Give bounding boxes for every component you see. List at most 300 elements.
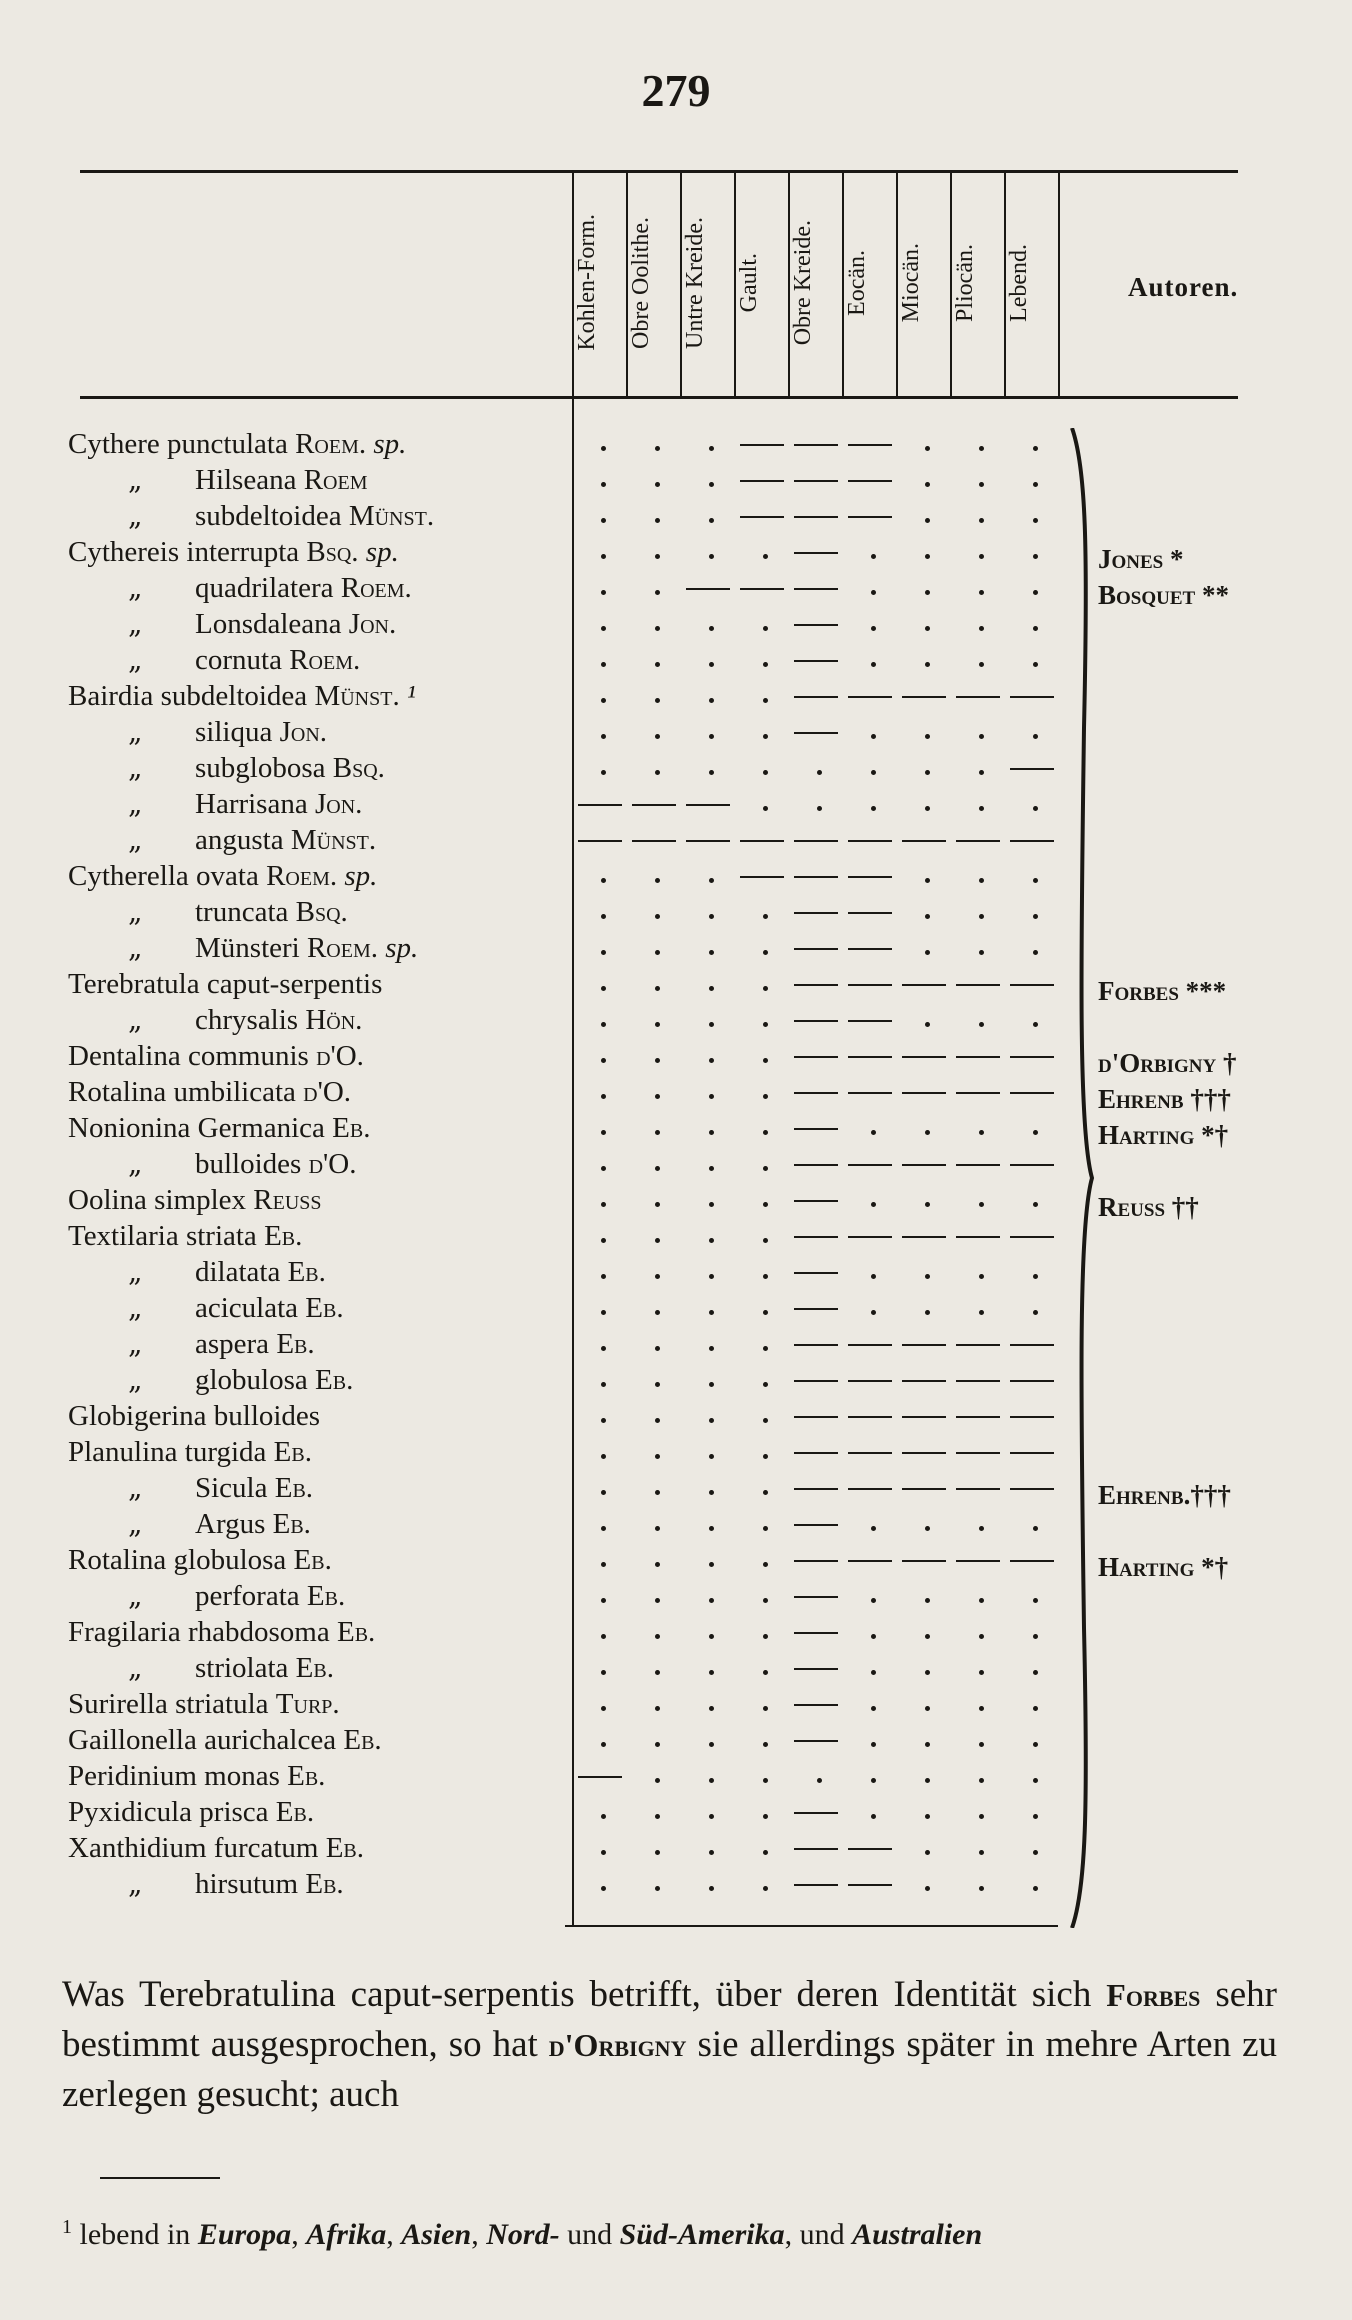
occurrence-line <box>848 1020 892 1022</box>
occurrence-line <box>632 840 676 842</box>
occurrence-line <box>794 516 838 518</box>
empty-cell-dot <box>1033 662 1038 667</box>
empty-cell-dot <box>763 1706 768 1711</box>
empty-cell-dot <box>1033 1598 1038 1603</box>
species-author: Eb. <box>295 1652 334 1684</box>
empty-cell-dot <box>925 590 930 595</box>
empty-cell-dot <box>1033 1634 1038 1639</box>
species-genus: Textilaria striata <box>68 1220 257 1252</box>
empty-cell-dot <box>925 734 930 739</box>
empty-cell-dot <box>763 1742 768 1747</box>
empty-cell-dot <box>763 1634 768 1639</box>
empty-cell-dot <box>979 1022 984 1027</box>
species-genus: Cythere punctulata <box>68 428 288 460</box>
table-row <box>0 1434 1352 1470</box>
table-row <box>0 606 1352 642</box>
table-row <box>0 462 1352 498</box>
paragraph-dorbigny: d'Orbigny <box>548 2027 687 2063</box>
species-name <box>195 1506 311 1542</box>
column-rule <box>1004 172 1006 397</box>
species-genus: bulloides <box>195 1148 302 1180</box>
footnote-europa: Europa <box>197 2218 292 2251</box>
table-row <box>0 642 1352 678</box>
table-row <box>0 1722 1352 1758</box>
footnote-nord: Nord- <box>486 2218 560 2251</box>
species-name <box>195 1290 344 1326</box>
species-author: Eb. <box>275 1796 315 1828</box>
empty-cell-dot <box>871 1202 876 1207</box>
empty-cell-dot <box>655 1850 660 1855</box>
occurrence-line <box>848 1380 892 1382</box>
occurrence-line <box>902 1452 946 1454</box>
occurrence-line <box>956 1344 1000 1346</box>
author-label: Bosquet ** <box>1098 580 1229 610</box>
empty-cell-dot <box>925 950 930 955</box>
empty-cell-dot <box>763 1130 768 1135</box>
species-author: Jon. <box>279 716 328 748</box>
species-name <box>68 1686 340 1722</box>
empty-cell-dot <box>709 1418 714 1423</box>
occurrence-line <box>794 1056 838 1058</box>
empty-cell-dot <box>709 1058 714 1063</box>
occurrence-line <box>848 1164 892 1166</box>
empty-cell-dot <box>1033 1886 1038 1891</box>
table-row <box>0 1254 1352 1290</box>
empty-cell-dot <box>871 554 876 559</box>
occurrence-line <box>956 1056 1000 1058</box>
empty-cell-dot <box>1033 1526 1038 1531</box>
column-rule <box>896 172 898 397</box>
empty-cell-dot <box>655 1094 660 1099</box>
empty-cell-dot <box>925 446 930 451</box>
species-author: Eb. <box>336 1616 376 1648</box>
species-genus: Oolina simplex <box>68 1184 247 1216</box>
column-header-label: Untre Kreide. <box>681 216 708 349</box>
empty-cell-dot <box>871 662 876 667</box>
species-name <box>68 534 399 570</box>
footnote-sued-amerika: Süd-Amerika <box>619 2218 785 2251</box>
empty-cell-dot <box>979 662 984 667</box>
occurrence-line <box>794 1236 838 1238</box>
species-author: Eb. <box>273 1436 312 1468</box>
table-row <box>0 1758 1352 1794</box>
occurrence-line <box>794 696 838 698</box>
occurrence-line <box>578 804 622 806</box>
ditto-mark: „ <box>128 1651 143 1684</box>
empty-cell-dot <box>763 1094 768 1099</box>
species-author: Roem. <box>306 932 379 964</box>
occurrence-line <box>1010 840 1054 842</box>
empty-cell-dot <box>979 1706 984 1711</box>
occurrence-line <box>956 984 1000 986</box>
empty-cell-dot <box>601 1526 606 1531</box>
empty-cell-dot <box>817 1778 822 1783</box>
empty-cell-dot <box>709 1778 714 1783</box>
species-author: Eb. <box>276 1328 315 1360</box>
empty-cell-dot <box>1033 1310 1038 1315</box>
empty-cell-dot <box>763 1274 768 1279</box>
species-genus: hirsutum <box>195 1868 299 1900</box>
ditto-mark: „ <box>128 499 143 532</box>
empty-cell-dot <box>601 950 606 955</box>
species-genus: siliqua <box>195 716 273 748</box>
occurrence-line <box>794 1452 838 1454</box>
table-row <box>0 858 1352 894</box>
species-genus: Rotalina globulosa <box>68 1544 287 1576</box>
column-rule <box>734 172 736 397</box>
empty-cell-dot <box>925 626 930 631</box>
occurrence-line <box>794 1200 838 1202</box>
empty-cell-dot <box>709 734 714 739</box>
paragraph-part-1: Was Terebratulina caput-serpentis betrifft, über deren Identität sich <box>62 1974 1107 2015</box>
occurrence-line <box>902 1488 946 1490</box>
empty-cell-dot <box>1033 482 1038 487</box>
table-row <box>0 1506 1352 1542</box>
occurrence-line <box>848 1488 892 1490</box>
empty-cell-dot <box>925 770 930 775</box>
occurrence-line <box>848 1452 892 1454</box>
empty-cell-dot <box>709 1238 714 1243</box>
column-header <box>938 175 992 390</box>
species-name <box>68 1758 325 1794</box>
empty-cell-dot <box>871 734 876 739</box>
empty-cell-dot <box>601 590 606 595</box>
occurrence-line <box>902 1056 946 1058</box>
empty-cell-dot <box>601 1238 606 1243</box>
species-author: Eb. <box>332 1112 371 1144</box>
empty-cell-dot <box>925 1202 930 1207</box>
empty-cell-dot <box>709 1814 714 1819</box>
occurrence-line <box>1010 1380 1054 1382</box>
author-label: Harting *† <box>1098 1552 1229 1582</box>
empty-cell-dot <box>925 662 930 667</box>
occurrence-line <box>848 840 892 842</box>
species-name <box>195 714 327 750</box>
species-author: Eb. <box>343 1724 382 1756</box>
empty-cell-dot <box>655 1166 660 1171</box>
empty-cell-dot <box>979 1634 984 1639</box>
occurrence-line <box>902 1380 946 1382</box>
empty-cell-dot <box>709 1886 714 1891</box>
column-header <box>884 175 938 390</box>
empty-cell-dot <box>763 1490 768 1495</box>
empty-cell-dot <box>763 1886 768 1891</box>
species-genus: Bairdia subdeltoidea <box>68 680 308 712</box>
empty-cell-dot <box>763 914 768 919</box>
empty-cell-dot <box>709 1094 714 1099</box>
occurrence-line <box>848 1416 892 1418</box>
empty-cell-dot <box>871 1706 876 1711</box>
occurrence-line <box>794 1092 838 1094</box>
occurrence-line <box>956 840 1000 842</box>
species-author: Eb. <box>272 1508 311 1540</box>
empty-cell-dot <box>709 914 714 919</box>
empty-cell-dot <box>925 482 930 487</box>
occurrence-line <box>902 1164 946 1166</box>
author-label: Ehrenb ††† <box>1098 1084 1231 1114</box>
occurrence-line <box>848 948 892 950</box>
column-header <box>776 175 830 390</box>
empty-cell-dot <box>601 914 606 919</box>
species-author: Eb. <box>315 1364 354 1396</box>
species-author: Roem. <box>266 860 338 892</box>
occurrence-line <box>1010 1560 1054 1562</box>
empty-cell-dot <box>655 914 660 919</box>
species-author: Turp. <box>275 1688 340 1720</box>
empty-cell-dot <box>979 1130 984 1135</box>
empty-cell-dot <box>763 1778 768 1783</box>
occurrence-line <box>794 1812 838 1814</box>
empty-cell-dot <box>979 1742 984 1747</box>
empty-cell-dot <box>1033 1202 1038 1207</box>
occurrence-line <box>794 1560 838 1562</box>
empty-cell-dot <box>979 770 984 775</box>
empty-cell-dot <box>1033 1778 1038 1783</box>
empty-cell-dot <box>925 1742 930 1747</box>
species-name <box>195 894 348 930</box>
empty-cell-dot <box>979 1526 984 1531</box>
large-brace <box>1062 428 1102 1928</box>
empty-cell-dot <box>601 1706 606 1711</box>
empty-cell-dot <box>979 1850 984 1855</box>
empty-cell-dot <box>709 1598 714 1603</box>
species-name <box>195 822 376 858</box>
empty-cell-dot <box>979 1670 984 1675</box>
empty-cell-dot <box>871 770 876 775</box>
empty-cell-dot <box>709 446 714 451</box>
empty-cell-dot <box>1033 518 1038 523</box>
species-suffix: sp. <box>344 860 378 892</box>
species-name <box>68 966 382 1002</box>
species-name <box>195 498 434 534</box>
ditto-mark: „ <box>128 823 143 856</box>
empty-cell-dot <box>709 1526 714 1531</box>
empty-cell-dot <box>871 1274 876 1279</box>
occurrence-line <box>740 876 784 878</box>
column-header <box>830 175 884 390</box>
empty-cell-dot <box>1033 446 1038 451</box>
empty-cell-dot <box>925 518 930 523</box>
species-author: Roem. <box>340 572 412 604</box>
empty-cell-dot <box>655 770 660 775</box>
empty-cell-dot <box>1033 626 1038 631</box>
empty-cell-dot <box>709 698 714 703</box>
occurrence-line <box>794 480 838 482</box>
empty-cell-dot <box>655 482 660 487</box>
column-rule <box>626 172 628 397</box>
species-genus: globulosa <box>195 1364 308 1396</box>
species-author: Jon. <box>314 788 363 820</box>
empty-cell-dot <box>925 806 930 811</box>
empty-cell-dot <box>601 554 606 559</box>
empty-cell-dot <box>601 1058 606 1063</box>
column-header-label: Pliocän. <box>951 243 978 322</box>
paragraph-part-2: sehr bestimmt ausgesprochen, so hat <box>62 1974 1277 2065</box>
empty-cell-dot <box>601 734 606 739</box>
empty-cell-dot <box>655 1274 660 1279</box>
occurrence-line <box>794 588 838 590</box>
occurrence-line <box>794 876 838 878</box>
column-rule <box>842 172 844 397</box>
occurrence-line <box>848 1236 892 1238</box>
species-suffix: sp. <box>385 932 419 964</box>
empty-cell-dot <box>655 1598 660 1603</box>
table-row <box>0 930 1352 966</box>
species-genus: angusta <box>195 824 284 856</box>
occurrence-line <box>794 1848 838 1850</box>
ditto-mark: „ <box>128 1507 143 1540</box>
ditto-mark: „ <box>128 643 143 676</box>
empty-cell-dot <box>1033 554 1038 559</box>
occurrence-line <box>740 588 784 590</box>
column-rule <box>788 172 790 397</box>
empty-cell-dot <box>763 698 768 703</box>
empty-cell-dot <box>763 806 768 811</box>
empty-cell-dot <box>601 1670 606 1675</box>
occurrence-line <box>794 984 838 986</box>
ditto-mark: „ <box>128 895 143 928</box>
empty-cell-dot <box>871 806 876 811</box>
occurrence-line <box>1010 984 1054 986</box>
species-author: Eb. <box>306 1580 346 1612</box>
empty-cell-dot <box>925 1706 930 1711</box>
species-author: Eb. <box>287 1760 326 1792</box>
empty-cell-dot <box>655 1742 660 1747</box>
occurrence-line <box>956 1236 1000 1238</box>
empty-cell-dot <box>601 1562 606 1567</box>
occurrence-line <box>956 1452 1000 1454</box>
species-genus: Dentalina communis <box>68 1040 309 1072</box>
species-suffix: sp. <box>373 428 407 460</box>
species-genus: Planulina turgida <box>68 1436 267 1468</box>
empty-cell-dot <box>601 1382 606 1387</box>
author-label: Reuss †† <box>1098 1192 1199 1222</box>
table-row <box>0 1326 1352 1362</box>
footnote-sep-1: , <box>291 2218 307 2251</box>
species-genus: aspera <box>195 1328 270 1360</box>
author-label: d'Orbigny † <box>1098 1048 1237 1078</box>
species-author: Roem <box>303 464 368 496</box>
occurrence-line <box>956 1164 1000 1166</box>
empty-cell-dot <box>1033 1814 1038 1819</box>
empty-cell-dot <box>601 698 606 703</box>
empty-cell-dot <box>655 1310 660 1315</box>
occurrence-line <box>794 1668 838 1670</box>
species-genus: Rotalina umbilicata <box>68 1076 296 1108</box>
species-name <box>68 1182 322 1218</box>
species-author: Reuss <box>253 1184 322 1216</box>
species-suffix: sp. <box>365 536 399 568</box>
empty-cell-dot <box>709 1166 714 1171</box>
footnote <box>62 2200 1277 2262</box>
ditto-mark: „ <box>128 1579 143 1612</box>
empty-cell-dot <box>763 1022 768 1027</box>
empty-cell-dot <box>871 590 876 595</box>
authors-header: Autoren. <box>1128 272 1239 302</box>
species-genus: Münsteri <box>195 932 300 964</box>
species-genus: Xanthidium furcatum <box>68 1832 319 1864</box>
empty-cell-dot <box>1033 1706 1038 1711</box>
occurrence-line <box>902 1092 946 1094</box>
ditto-mark: „ <box>128 571 143 604</box>
species-name <box>195 1326 315 1362</box>
occurrence-line <box>902 1416 946 1418</box>
empty-cell-dot <box>655 1202 660 1207</box>
occurrence-line <box>1010 1092 1054 1094</box>
species-genus: aciculata <box>195 1292 299 1324</box>
empty-cell-dot <box>871 1670 876 1675</box>
empty-cell-dot <box>601 1166 606 1171</box>
table-row <box>0 1794 1352 1830</box>
occurrence-line <box>848 1560 892 1562</box>
occurrence-line <box>956 1560 1000 1562</box>
species-genus: Terebratula caput-serpentis <box>68 968 383 1000</box>
ditto-mark: „ <box>128 751 143 784</box>
species-genus: truncata <box>195 896 289 928</box>
occurrence-line <box>578 1776 622 1778</box>
column-rule <box>1058 172 1060 397</box>
empty-cell-dot <box>601 1850 606 1855</box>
empty-cell-dot <box>709 662 714 667</box>
species-author: Eb. <box>287 1256 326 1288</box>
species-genus: Fragilaria rhabdosoma <box>68 1616 330 1648</box>
occurrence-line <box>848 984 892 986</box>
empty-cell-dot <box>1033 1274 1038 1279</box>
empty-cell-dot <box>925 1130 930 1135</box>
empty-cell-dot <box>655 1058 660 1063</box>
empty-cell-dot <box>763 1166 768 1171</box>
empty-cell-dot <box>763 626 768 631</box>
occurrence-line <box>794 444 838 446</box>
table-row <box>0 426 1352 462</box>
occurrence-line <box>848 1884 892 1886</box>
column-header-label: Obre Oolithe. <box>627 216 654 349</box>
ditto-mark: „ <box>128 1147 143 1180</box>
species-name <box>195 462 368 498</box>
species-author: d'O. <box>316 1040 364 1072</box>
empty-cell-dot <box>709 482 714 487</box>
occurrence-line <box>794 912 838 914</box>
empty-cell-dot <box>601 662 606 667</box>
empty-cell-dot <box>709 626 714 631</box>
empty-cell-dot <box>925 1634 930 1639</box>
table-row <box>0 1362 1352 1398</box>
species-name <box>68 1398 320 1434</box>
species-genus: Hilseana <box>195 464 297 496</box>
empty-cell-dot <box>709 1706 714 1711</box>
empty-cell-dot <box>979 950 984 955</box>
species-genus: Harrisana <box>195 788 308 820</box>
empty-cell-dot <box>871 1526 876 1531</box>
occurrence-line <box>794 1704 838 1706</box>
occurrence-line <box>794 1488 838 1490</box>
occurrence-line <box>794 1380 838 1382</box>
occurrence-line <box>632 804 676 806</box>
species-author: Münst. <box>314 680 400 712</box>
empty-cell-dot <box>763 1454 768 1459</box>
occurrence-line <box>902 840 946 842</box>
species-author: Bsq. <box>295 896 348 928</box>
empty-cell-dot <box>709 1346 714 1351</box>
species-name <box>195 930 418 966</box>
species-name <box>195 1146 356 1182</box>
species-name <box>68 1794 314 1830</box>
occurrence-line <box>794 1740 838 1742</box>
occurrence-line <box>794 1020 838 1022</box>
footnote-sep-2: , <box>386 2218 402 2251</box>
occurrence-line <box>794 1884 838 1886</box>
empty-cell-dot <box>601 626 606 631</box>
